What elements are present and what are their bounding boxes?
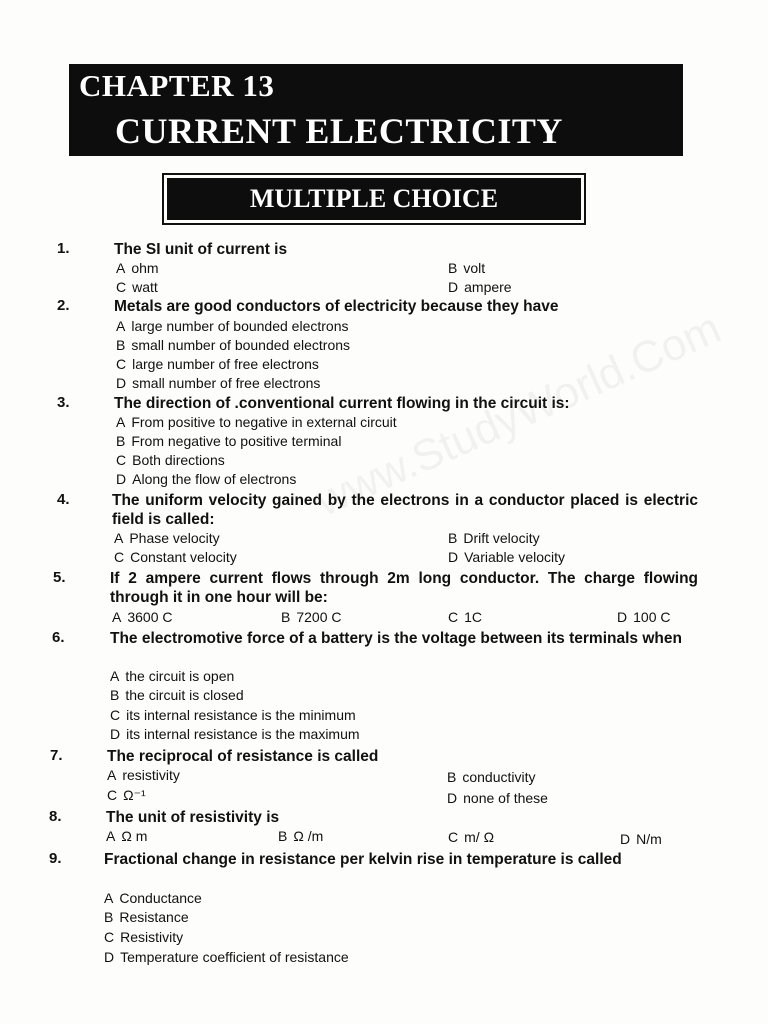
question-text: If 2 ampere current flows through 2m long conductor. The charge flowing through it in one hour will be: — [110, 570, 698, 606]
option-d: D ampere — [448, 279, 512, 295]
option-c: C its internal resistance is the minimum — [110, 707, 356, 723]
chapter-banner — [69, 64, 683, 156]
option-a: A the circuit is open — [110, 668, 235, 684]
option-d: D N/m — [620, 831, 662, 847]
question-text: Metals are good conductors of electricity because they have — [114, 298, 559, 315]
section-heading: MULTIPLE CHOICE — [167, 178, 581, 220]
question-number: 5. — [53, 569, 66, 586]
question-number: 1. — [57, 240, 70, 257]
option-a: A large number of bounded electrons — [116, 318, 349, 334]
option-a: A resistivity — [107, 767, 180, 783]
option-d: D 100 C — [617, 609, 671, 625]
option-c: C m/ Ω — [448, 829, 495, 845]
question-text: The electromotive force of a battery is the voltage between its terminals when — [110, 630, 682, 647]
option-c: C 1C — [448, 609, 483, 625]
question-text: The direction of .conventional current flowing in the circuit is: — [114, 395, 570, 412]
option-b: B volt — [448, 260, 486, 276]
option-b: B Drift velocity — [448, 530, 540, 546]
option-b: B small number of bounded electrons — [116, 337, 351, 353]
option-a: A ohm — [116, 260, 159, 276]
option-a: A Conductance — [104, 890, 202, 906]
option-a: A 3600 C — [112, 609, 173, 625]
question-text: The uniform velocity gained by the electrons in a conductor placed is electric field is called: — [112, 492, 698, 528]
option-b: B Resistance — [104, 909, 189, 925]
question-number: 8. — [49, 808, 62, 825]
question-text: The unit of resistivity is — [106, 809, 280, 826]
option-b: B From negative to positive terminal — [116, 433, 342, 449]
option-a: A Phase velocity — [114, 530, 220, 546]
option-b: B Ω /m — [278, 828, 324, 844]
question-number: 3. — [57, 394, 70, 411]
option-d: D none of these — [447, 790, 548, 806]
question-number: 4. — [57, 491, 70, 508]
question-number: 7. — [50, 747, 63, 764]
question-text: Fractional change in resistance per kelvin rise in temperature is called — [104, 851, 622, 868]
question-text: The SI unit of current is — [114, 241, 288, 258]
option-d: D Along the flow of electrons — [116, 471, 297, 487]
chapter-label: CHAPTER 13 — [79, 68, 275, 103]
section-heading-box — [162, 173, 586, 225]
question-number: 6. — [52, 629, 65, 646]
option-d: D Variable velocity — [448, 549, 566, 565]
option-c: C Constant velocity — [114, 549, 237, 565]
question-text: The reciprocal of resistance is called — [107, 748, 379, 765]
option-b: B conductivity — [447, 769, 536, 785]
option-c: C large number of free electrons — [116, 356, 319, 372]
chapter-title: CURRENT ELECTRICITY — [115, 111, 563, 151]
question-number: 2. — [57, 297, 70, 314]
option-c: C watt — [116, 279, 158, 295]
option-c: C Resistivity — [104, 929, 184, 945]
option-d: D Temperature coefficient of resistance — [104, 949, 349, 965]
option-b: B the circuit is closed — [110, 687, 244, 703]
option-c: C Ω⁻¹ — [107, 787, 146, 803]
option-d: D its internal resistance is the maximum — [110, 726, 360, 742]
option-c: C Both directions — [116, 452, 225, 468]
option-a: A Ω m — [106, 828, 148, 844]
option-b: B 7200 C — [281, 609, 342, 625]
question-number: 9. — [49, 850, 62, 867]
option-a: A From positive to negative in external circuit — [116, 414, 397, 430]
option-d: D small number of free electrons — [116, 375, 321, 391]
